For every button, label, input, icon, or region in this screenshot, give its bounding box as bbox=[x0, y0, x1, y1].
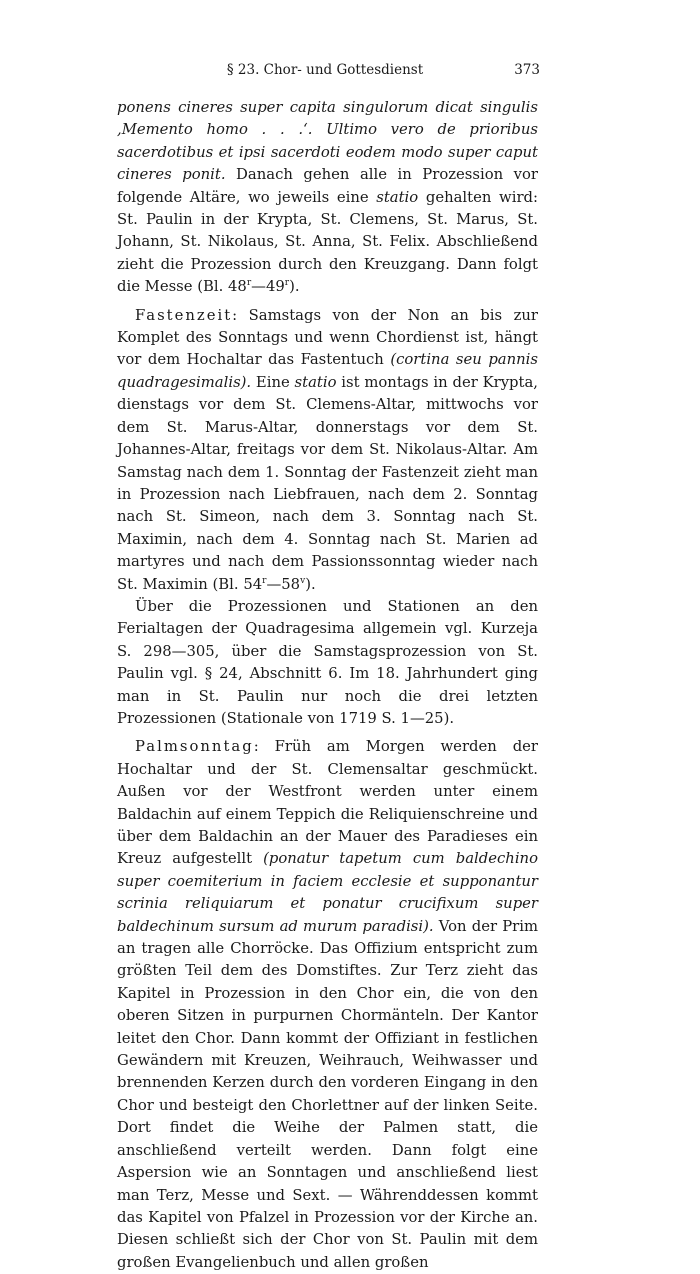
text-run: Über die Prozessionen und Stationen an den Ferialtagen der Quadragesima allgemein vgl. Kurzeja S. 298—305, über die Samstagsprozession von St. Paulin vgl. § 24, Abschnitt 6. Im 18. Jahrhundert ging man in St. Paulin nur noch die drei letzten Prozessionen (Stationale von 1719 S. 1—25). bbox=[117, 597, 538, 727]
superscript: r bbox=[284, 278, 290, 289]
superscript: r bbox=[246, 278, 252, 289]
spaced-heading: Palmsonntag bbox=[135, 738, 254, 756]
paragraph bbox=[117, 596, 538, 730]
body-text bbox=[117, 97, 538, 1274]
superscript: r bbox=[262, 575, 267, 586]
text-run: ist montags in der Krypta, dienstags vor dem St. Clemens-Altar, mittwochs vor dem St. Marus-Altar, donnerstags vor dem St. Johannes-Altar, freitags vor dem St. Nikolaus-Altar. Am Samstag nach dem 1. Sonntag der Fastenzeit zieht man in Prozession nach Liebfrauen, nach dem 2. Sonntag nach St. Simeon, nach dem 3. Sonntag nach St. Maximin, nach dem 4. Sonntag nach St. Marien ad martyres und nach dem Passionssonntag wieder nach St. Maximin (Bl. 54 bbox=[117, 373, 539, 593]
paragraph bbox=[117, 736, 538, 1274]
text-run: Eine bbox=[251, 373, 295, 391]
text-run: ). bbox=[289, 278, 300, 296]
section-title: § 23. Chor- und Gottesdienst bbox=[226, 62, 424, 78]
text-run: : Früh am Morgen werden der Hochaltar und der St. Clemensaltar geschmückt. Außen vor der Westfront werden unter einem Baldachin auf einem Teppich die Reliquienschreine und über dem Baldachin an der Mauer des Paradieses ein Kreuz aufgestellt bbox=[117, 738, 538, 868]
italic-text: ponens cineres super capita singulorum dicat singulis ,Memento homo . . .‘. Ultimo vero de prioribus sacerdotibus et ipsi sacerdoti eodem modo super caput cineres ponit. bbox=[117, 99, 538, 184]
italic-text: (ponatur tapetum cum baldechino super coemiterium in faciem ecclesie et supponantur scrinia reliquiarum et ponatur crucifixum super baldechinum sursum ad murum paradisi). bbox=[117, 850, 538, 935]
text-run: : Samstags von der Non an bis zur Komplet des Sonntags und wenn Chordienst ist, hängt vor dem Hochaltar das Fastentuch bbox=[117, 306, 538, 369]
page-number: 373 bbox=[514, 62, 540, 78]
text-run: —49 bbox=[251, 278, 285, 296]
italic-text: statio bbox=[294, 373, 337, 391]
text-run: ). bbox=[305, 575, 316, 593]
running-header bbox=[110, 62, 540, 82]
paragraph bbox=[117, 305, 538, 596]
text-run: gehalten wird: St. Paulin in der Krypta, St. Clemens, St. Marus, St. Johann, St. Nikolaus, St. Anna, St. Felix. Abschließend zieht die Prozession durch den Kreuzgang. Dann folgt die Messe (Bl. 48 bbox=[117, 188, 538, 296]
superscript: v bbox=[300, 575, 306, 586]
paragraph bbox=[117, 97, 538, 299]
text-run: Danach gehen alle in Prozession vor folgende Altäre, wo jeweils eine bbox=[117, 166, 538, 206]
spaced-heading: Fastenzeit bbox=[135, 306, 233, 324]
italic-text: statio bbox=[376, 188, 419, 206]
italic-text: (cortina seu pannis quadragesimalis). bbox=[117, 351, 539, 391]
text-run: —58 bbox=[266, 575, 301, 593]
text-run: Von der Prim an tragen alle Chorröcke. Das Offizium entspricht zum größten Teil dem des Domstiftes. Zur Terz zieht das Kapitel in Prozession in den Chor ein, die von den oberen Sitzen in purpurnen Chormänteln. Der Kantor leitet den Chor. Dann kommt der Offiziant in festlichen Gewändern mit Kreuzen, Weihrauch, Weihwasser und brennenden Kerzen durch den vorderen Eingang in den Chor und besteigt den Chorlettner auf der linken Seite. Dort findet die Weihe der Palmen statt, die anschließend verteilt werden. Dann folgt eine Aspersion wie an Sonntagen und anschließend liest man Terz, Messe und Sext. — Währenddessen kommt das Kapitel von Pfalzel in Prozession vor der Kirche an. Diesen schließt sich der Chor von St. Paulin mit dem großen Evangelienbuch und allen großen bbox=[117, 917, 538, 1271]
